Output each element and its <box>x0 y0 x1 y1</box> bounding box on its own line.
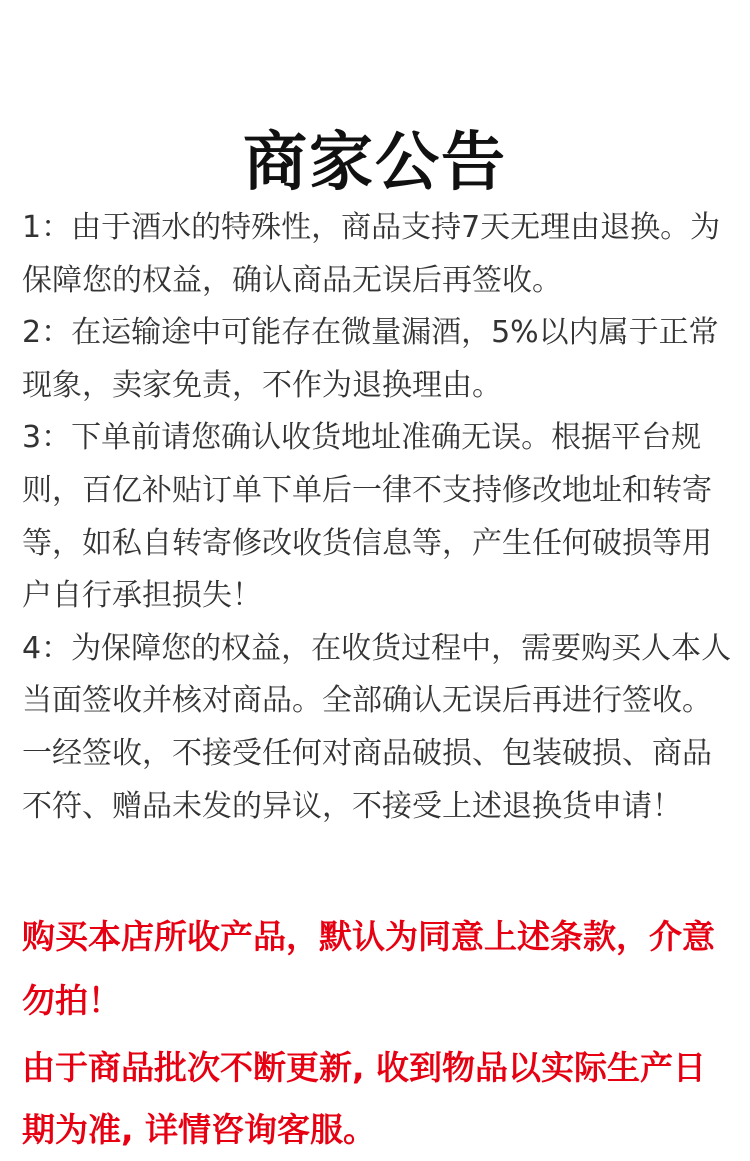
rules-list <box>22 202 732 833</box>
production-date-notice: 由于商品批次不断更新, 收到物品以实际生产日期为准, 详情咨询客服。 <box>22 1048 707 1149</box>
rule-item-2: 2：在运输途中可能存在微量漏酒，5%以内属于正常现象，卖家免责，不作为退换理由。 <box>22 315 719 403</box>
rule-item-3: 3：下单前请您确认收货地址准确无误。根据平台规则，百亿补贴订单下单后一律不支持修改地址和转寄等，如私自转寄修改收货信息等，产生任何破损等用户自行承担损失！ <box>22 420 712 614</box>
rule-item-1: 1：由于酒水的特殊性，商品支持7天无理由退换。为保障您的权益，确认商品无误后再签收。 <box>22 210 721 298</box>
rule-item-4: 4：为保障您的权益，在收货过程中，需要购买人本人当面签收并核对商品。全部确认无误后再进行签收。一经签收，不接受任何对商品破损、包装破损、商品不符、赠品未发的异议，不接受上述退换货申请！ <box>22 630 732 824</box>
purchase-agreement-notice: 购买本店所收产品，默认为同意上述条款，介意勿拍！ <box>22 917 715 1020</box>
page-title: 商家公告 <box>243 125 507 200</box>
